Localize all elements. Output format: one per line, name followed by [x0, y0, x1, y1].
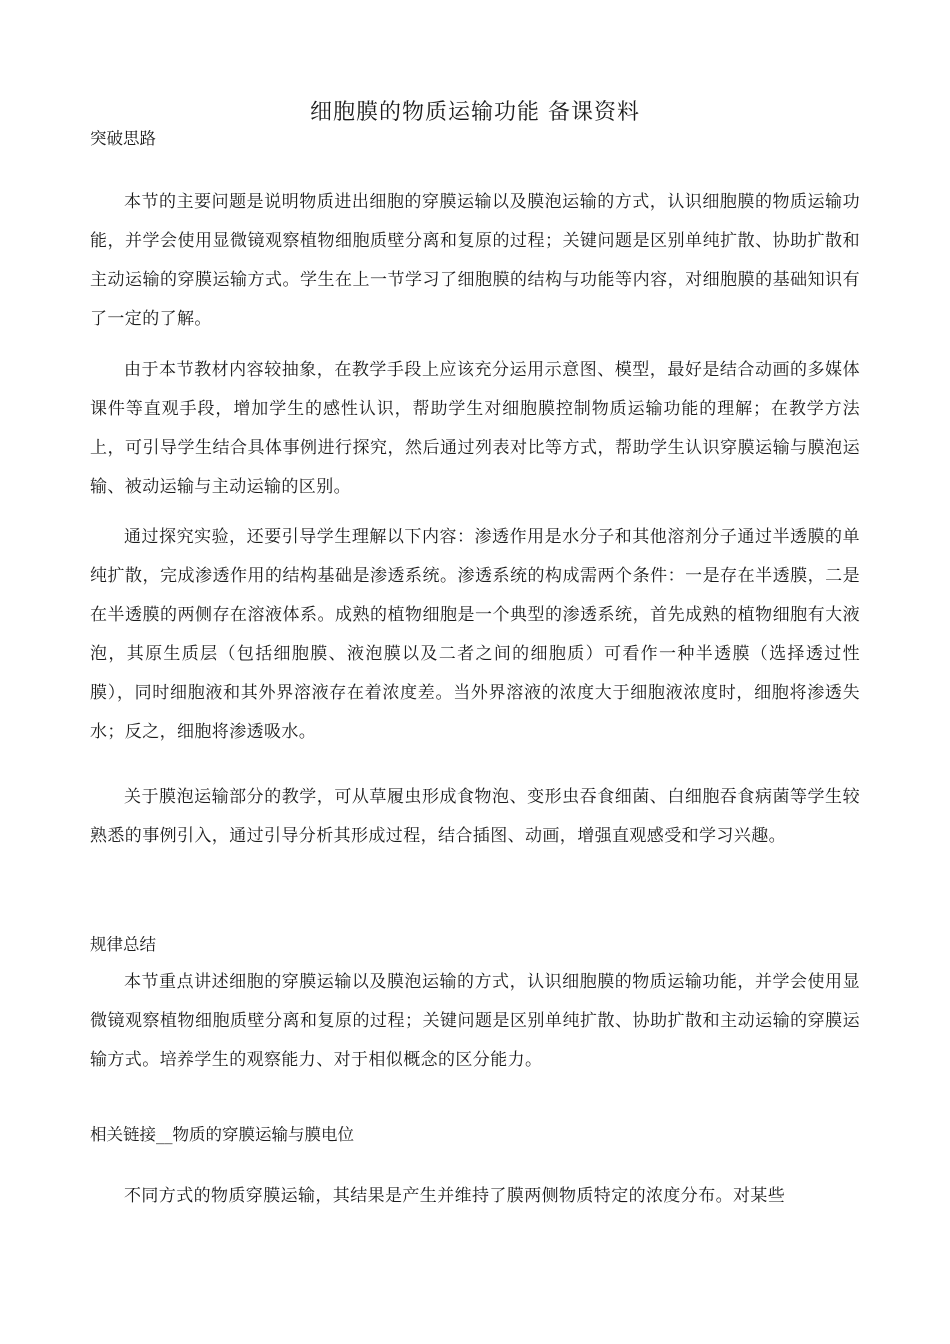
section-heading-breakthrough: 突破思路	[90, 129, 156, 148]
section-heading-summary: 规律总结	[90, 935, 156, 954]
paragraph-osmosis: 通过探究实验，还要引导学生理解以下内容：渗透作用是水分子和其他溶剂分子通过半透膜的单纯扩散，完成渗透作用的结构基础是渗透系统。渗透系统的构成需两个条件：一是存在半透膜，二是在半透膜的两侧存在溶液体系。成熟的植物细胞是一个典型的渗透系统，首先成熟的植物细胞有大液泡，其原生质层（包括细胞膜、液泡膜以及二者之间的细胞质）可看作一种半透膜（选择透过性膜），同时细胞液和其外界溶液存在着浓度差。当外界溶液的浓度大于细胞液浓度时，细胞将渗透失水；反之，细胞将渗透吸水。	[90, 527, 860, 742]
paragraph-summary: 本节重点讲述细胞的穿膜运输以及膜泡运输的方式，认识细胞膜的物质运输功能，并学会使用显微镜观察植物细胞质壁分离和复原的过程；关键问题是区别单纯扩散、协助扩散和主动运输的穿膜运输方式。培养学生的观察能力、对于相似概念的区分能力。	[90, 972, 860, 1070]
section-heading-related-link: 相关链接__物质的穿膜运输与膜电位	[90, 1125, 354, 1144]
paragraph-main-problem: 本节的主要问题是说明物质进出细胞的穿膜运输以及膜泡运输的方式，认识细胞膜的物质运输功能，并学会使用显微镜观察植物细胞质壁分离和复原的过程；关键问题是区别单纯扩散、协助扩散和主动运输的穿膜运输方式。学生在上一节学习了细胞膜的结构与功能等内容，对细胞膜的基础知识有了一定的了解。	[90, 192, 860, 329]
paragraph-vesicle-transport: 关于膜泡运输部分的教学，可从草履虫形成食物泡、变形虫吞食细菌、白细胞吞食病菌等学生较熟悉的事例引入，通过引导分析其形成过程，结合插图、动画，增强直观感受和学习兴趣。	[90, 787, 860, 846]
document-title: 细胞膜的物质运输功能 备课资料	[310, 100, 640, 125]
paragraph-teaching-methods: 由于本节教材内容较抽象，在教学手段上应该充分运用示意图、模型，最好是结合动画的多媒体课件等直观手段，增加学生的感性认识，帮助学生对细胞膜控制物质运输功能的理解；在教学方法上，可引导学生结合具体事例进行探究，然后通过列表对比等方式，帮助学生认识穿膜运输与膜泡运输、被动运输与主动运输的区别。	[90, 360, 860, 497]
paragraph-membrane-potential: 不同方式的物质穿膜运输，其结果是产生并维持了膜两侧物质特定的浓度分布。对某些	[124, 1186, 786, 1206]
